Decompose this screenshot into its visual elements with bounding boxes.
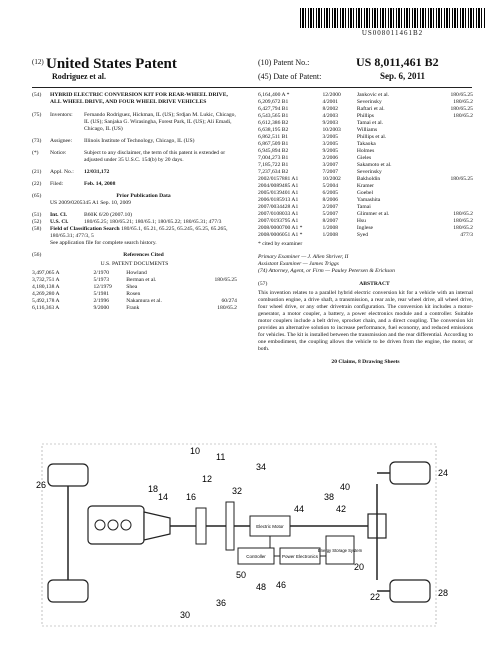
- ref-inventor: Sakamoto et al.: [356, 162, 392, 168]
- class-us-text: 180/65.25; 180/65.21; 180/65.1; 180/65.22; 180/65.31; 477/3: [84, 219, 222, 225]
- ref-number: 6,209,672 B1: [258, 99, 289, 105]
- ref-number: 2004/0089485 A1: [258, 183, 299, 189]
- ref-date: 2/1996: [93, 298, 110, 304]
- ref-class: 477/3: [460, 232, 473, 238]
- reference-row: [258, 134, 473, 141]
- prior-pub-title: Prior Publication Data: [116, 193, 171, 199]
- ref-date: 3/2007: [322, 162, 339, 168]
- reference-row: [258, 155, 473, 162]
- ref-number: 2002/0157881 A1: [258, 176, 299, 182]
- ref-inventor: Glimmer et al.: [356, 211, 390, 217]
- ref-date: 1/2008: [322, 225, 339, 231]
- biblio-left: [32, 92, 237, 312]
- abstract-code: (57): [258, 281, 268, 287]
- reference-row: [258, 169, 473, 176]
- reference-row: [258, 106, 473, 113]
- left-references-list: [32, 270, 237, 312]
- inventors-text: Fernando Rodriguez, Hickman, IL (US); Srdjan M. Lukic, Chicago, IL (US); Sanjaka G. Wirasingha, Forest Park, IL (US); Ali Emadi, Chicago, IL (US): [84, 112, 236, 132]
- transmission: [144, 512, 170, 540]
- ref-date: 10/2002: [322, 176, 341, 182]
- ref-date: 8/2007: [322, 218, 339, 224]
- ref-date: 9/2003: [322, 120, 339, 126]
- biblio-label: Notice:: [50, 150, 67, 156]
- reference-row: [258, 211, 473, 218]
- front-wheel-bottom: [48, 580, 88, 602]
- ref-class: 180/65.25: [450, 106, 473, 112]
- ref-number: 2005/0139401 A1: [258, 190, 299, 196]
- biblio-code: (*): [32, 150, 39, 156]
- ref-class: 180/65.2: [453, 99, 473, 105]
- ref-class: [196, 270, 237, 277]
- ref-class: [430, 148, 473, 155]
- fig-label-22: 22: [370, 592, 381, 602]
- biblio-code: (21): [32, 169, 42, 175]
- rear-wheel-top: [390, 462, 430, 484]
- ref-inventor: Takaoka: [356, 141, 376, 147]
- class-int: [32, 212, 237, 219]
- ref-class: [430, 134, 473, 141]
- ref-inventor: Bakholdin: [356, 176, 381, 182]
- reference-row: [32, 305, 237, 312]
- reference-row: [258, 204, 473, 211]
- ref-inventor: Holmes: [356, 148, 375, 154]
- fig-label-28: 28: [438, 588, 449, 598]
- reference-row: [258, 176, 473, 183]
- ref-inventor: Rosen: [126, 291, 141, 297]
- us-patent-docs-title: U.S. PATENT DOCUMENTS: [100, 261, 169, 267]
- biblio-code: (52): [32, 219, 42, 225]
- ref-number: 4,269,280 A: [32, 291, 60, 297]
- ref-date: 5/2004: [322, 183, 339, 189]
- reference-row: [258, 218, 473, 225]
- abstract-title: ABSTRACT: [359, 281, 390, 287]
- fig-label-14: 14: [158, 492, 169, 502]
- ref-number: 6,116,363 A: [32, 305, 60, 311]
- ref-number: 6,867,509 B1: [258, 141, 289, 147]
- reference-row: [258, 120, 473, 127]
- fig-label-12: 12: [202, 474, 213, 484]
- ref-date: 2/1970: [93, 270, 110, 276]
- ref-number: 2006/0185913 A1: [258, 197, 299, 203]
- prior-pub-text: US 2009/0205345 A1 Sep. 10, 2009: [50, 200, 131, 206]
- ref-inventor: Gieles: [356, 155, 372, 161]
- ref-date: 5/1981: [93, 291, 110, 297]
- barcode-number: US008011461B2: [361, 29, 424, 37]
- ref-inventor: Berman et al.: [126, 277, 157, 283]
- ref-class: [196, 284, 237, 291]
- reference-row: [258, 190, 473, 197]
- ref-class: [430, 169, 473, 176]
- ref-date: 9/2005: [322, 148, 339, 154]
- ref-inventor: Tamai: [356, 204, 371, 210]
- reference-row: [258, 197, 473, 204]
- ref-class: 180/65.25: [450, 176, 473, 182]
- ref-inventor: Nakamura et al.: [126, 298, 162, 304]
- rear-wheel-bottom: [390, 580, 430, 602]
- ref-inventor: Tamai et al.: [356, 120, 384, 126]
- reference-row: [32, 284, 237, 291]
- biblio-notice: [32, 150, 237, 164]
- biblio-title: [32, 92, 237, 106]
- biblio-right: [258, 92, 473, 366]
- barcode: [300, 8, 485, 28]
- ref-date: 12/2000: [322, 92, 341, 98]
- patent-no-label: (10) Patent No.:: [258, 58, 310, 67]
- ref-inventor: Hsu: [356, 218, 366, 224]
- fig-label-24: 24: [438, 468, 449, 478]
- reference-row: [32, 298, 237, 305]
- ref-inventor: Jankovic et al.: [356, 92, 390, 98]
- ref-number: 7,185,722 B1: [258, 162, 289, 168]
- date-label: (45) Date of Patent:: [258, 72, 322, 81]
- ref-number: 6,427,794 B1: [258, 106, 289, 112]
- ref-inventor: Inglese: [356, 225, 374, 231]
- biblio-label: Inventors:: [50, 112, 73, 118]
- ref-number: 2008/0006051 A1 *: [258, 232, 303, 238]
- ref-date: 8/2002: [322, 106, 339, 112]
- abstract-heading: [258, 281, 473, 288]
- ref-date: 10/2003: [322, 127, 341, 133]
- ref-class: [430, 204, 473, 211]
- fig-label-38: 38: [324, 492, 335, 502]
- reference-row: [258, 162, 473, 169]
- header-prefix: (12): [32, 58, 44, 66]
- ref-class: [430, 162, 473, 169]
- ref-date: 7/2007: [322, 169, 339, 175]
- biblio-assignee: [32, 138, 237, 145]
- ref-class: 180/65.2: [453, 113, 473, 119]
- controller-box-label: Controller: [246, 554, 266, 559]
- ref-class: [196, 291, 237, 298]
- ref-class: 180/65.2: [217, 305, 237, 311]
- ref-inventor: Williams: [356, 127, 378, 133]
- biblio-code: (75): [32, 112, 42, 118]
- ref-inventor: Raftari et al.: [356, 106, 385, 112]
- biblio-inventors: [32, 112, 237, 133]
- shaft-coupler: [196, 508, 206, 544]
- ref-class: [430, 155, 473, 162]
- biblio-label: U.S. Cl.: [50, 219, 69, 225]
- ref-number: 2007/0108033 A1: [258, 211, 299, 217]
- ref-inventor: Phillips: [356, 113, 374, 119]
- ref-number: 4,180,138 A: [32, 284, 60, 290]
- ref-class: 180/65.2: [453, 218, 473, 224]
- reference-row: [258, 232, 473, 239]
- fig-label-34: 34: [256, 462, 267, 472]
- fig-label-11: 11: [216, 452, 226, 462]
- ref-class: 180/65.2: [453, 211, 473, 217]
- ref-class: [430, 127, 473, 134]
- reference-row: [32, 277, 237, 284]
- patent-no: US 8,011,461 B2: [356, 55, 439, 69]
- biblio-code: (22): [32, 181, 42, 187]
- power-electronics-label: Power Electronics: [281, 554, 319, 559]
- reference-row: [258, 99, 473, 106]
- reference-row: [258, 113, 473, 120]
- class-us: [32, 219, 237, 226]
- ref-inventor: Syed: [356, 232, 369, 238]
- fig-label-44: 44: [294, 504, 305, 514]
- ref-inventor: Shea: [126, 284, 138, 290]
- assistant-examiner: Assistant Examiner — James Triggs: [258, 261, 339, 267]
- ref-class: 180/65.25: [450, 92, 473, 98]
- ref-class: [430, 190, 473, 197]
- biblio-code: (65): [32, 193, 42, 199]
- ref-date: 2/2007: [322, 204, 339, 210]
- fig-label-16: 16: [186, 492, 197, 502]
- ref-date: 4/2001: [322, 99, 339, 105]
- front-wheel-top: [48, 464, 88, 486]
- search-history-note: See application file for complete search history.: [50, 240, 157, 246]
- ref-date: 9/2000: [93, 305, 110, 311]
- ref-inventor: Howland: [126, 270, 147, 276]
- ref-class: [430, 197, 473, 204]
- ref-number: 6,543,565 B1: [258, 113, 289, 119]
- ref-inventor: Frank: [126, 305, 140, 311]
- claims-line: 20 Claims, 8 Drawing Sheets: [331, 359, 400, 365]
- attorney: (74) Attorney, Agent, or Firm — Pauley Petersen & Erickson: [258, 268, 395, 274]
- biblio-code: (56): [32, 252, 42, 258]
- fig-label-40: 40: [340, 482, 351, 492]
- ref-inventor: Yamashita: [356, 197, 381, 203]
- ref-class: [430, 120, 473, 127]
- biblio-appl: [32, 169, 237, 176]
- ref-number: 7,237,634 B2: [258, 169, 289, 175]
- references-title: References Cited: [123, 252, 164, 258]
- invention-title: HYBRID ELECTRIC CONVERSION KIT FOR REAR-WHEEL DRIVE, ALL WHEEL DRIVE, AND FOUR WHEEL DRIVE VEHICLES: [50, 92, 228, 105]
- reference-row: [258, 183, 473, 190]
- right-references-list: [258, 92, 473, 239]
- biblio-label: Filed:: [50, 181, 64, 187]
- ref-inventor: Kramer: [356, 183, 374, 189]
- ref-date: 8/2006: [322, 197, 339, 203]
- ref-number: 6,945,894 B2: [258, 148, 289, 154]
- ref-number: 3,497,065 A: [32, 270, 60, 276]
- ref-class: [430, 183, 473, 190]
- fig-label-50: 50: [236, 570, 247, 580]
- reference-row: [258, 141, 473, 148]
- motor-sprocket: [226, 502, 234, 550]
- assignee-text: Illinois Institute of Technology, Chicago, IL (US): [84, 138, 195, 144]
- fig-label-32: 32: [232, 486, 243, 496]
- biblio-filed: [32, 181, 237, 188]
- ref-date: 5/2007: [322, 211, 339, 217]
- reference-row: [258, 92, 473, 99]
- cited-by-examiner: * cited by examiner: [258, 241, 303, 247]
- ref-date: 3/2005: [322, 141, 339, 147]
- fig-label-42: 42: [336, 504, 347, 514]
- ref-date: 5/1973: [93, 277, 110, 283]
- fig-label-18: 18: [148, 484, 159, 494]
- reference-row: [258, 127, 473, 134]
- header-rule: [32, 87, 472, 88]
- energy-storage-label: Energy Storage System: [317, 548, 363, 553]
- biblio-code: (54): [32, 92, 42, 98]
- fig-label-30: 30: [180, 610, 191, 620]
- ref-number: 6,164,400 A *: [258, 92, 290, 98]
- fig-label-20: 20: [354, 562, 365, 572]
- patent-date: Sep. 6, 2011: [380, 71, 426, 81]
- ref-class: 60/274: [221, 298, 237, 304]
- engine-block: [88, 506, 144, 544]
- ref-date: 6/2005: [322, 190, 339, 196]
- ref-date: 4/2003: [322, 113, 339, 119]
- filed-date: Feb. 14, 2008: [84, 181, 116, 187]
- notice-text: Subject to any disclaimer, the term of this patent is extended or adjusted under 35 U.S.C. 154(b) by 20 days.: [84, 150, 226, 163]
- fig-label-36: 36: [216, 598, 227, 608]
- country-title: United States Patent: [46, 56, 177, 72]
- abstract-text: This invention relates to a parallel hybrid electric conversion kit for a vehicle with an internal combustion engine, a drive shaft, a transmission, a rear axle, rear wheel drive, all wheel drive, four wheel drive, or any other drivetrain configuration. The conversion kit includes a motor-generator, a motor coupler, a battery, a power electronics module and a controller. Suitable motor couplers include a belt drive, sprocket chain, and a direct coupling. The conversion kit provides an alternative solution to increase performance, fuel economy, and reduced emissions for vehicles. The kit is installed between the transmission and the rear differential. According to one embodiment, the coupling allows the vehicle to be driven from the engine, the motor, or both.: [258, 290, 473, 352]
- biblio-code: (73): [32, 138, 42, 144]
- reference-row: [258, 148, 473, 155]
- reference-row: [32, 291, 237, 298]
- biblio-label: Field of Classification Search: [50, 226, 120, 232]
- ref-inventor: Severinsky: [356, 169, 382, 175]
- ref-number: 6,638,195 B2: [258, 127, 289, 133]
- ref-number: 6,862,511 B1: [258, 134, 289, 140]
- examiners: [258, 254, 473, 275]
- class-field-text: 180/65.1, 65.21, 65.225, 65.245, 65.25, 65.265, 180/65.31; 477/3, 5: [50, 226, 228, 239]
- ref-date: 1/2008: [322, 232, 339, 238]
- biblio-label: Int. Cl.: [50, 212, 67, 218]
- biblio-code: (58): [32, 226, 42, 232]
- ref-number: 2007/0034428 A1: [258, 204, 299, 210]
- reference-row: [32, 270, 237, 277]
- references-heading: [32, 252, 237, 259]
- fig-label-46: 46: [276, 580, 287, 590]
- ref-number: 2008/0000700 A1 *: [258, 225, 303, 231]
- ref-number: 7,004,273 B1: [258, 155, 289, 161]
- biblio-label: Appl. No.:: [50, 169, 74, 175]
- prior-pub-heading: [32, 193, 237, 200]
- ref-number: 6,612,386 B2: [258, 120, 289, 126]
- class-int-text: B60K 6/20 (2007.10): [84, 212, 133, 218]
- biblio-code: (51): [32, 212, 42, 218]
- fig-label-26: 26: [36, 480, 47, 490]
- ref-inventor: Severinsky: [356, 99, 382, 105]
- fig-label-10: 10: [190, 446, 201, 456]
- fig-label-48: 48: [256, 582, 267, 592]
- ref-number: 5,492,178 A: [32, 298, 60, 304]
- ref-date: 2/2006: [322, 155, 339, 161]
- drawing-figure: [36, 440, 480, 640]
- class-field: [32, 226, 237, 240]
- ref-number: 2007/0193795 A1: [258, 218, 299, 224]
- ref-class: 180/65.2: [453, 225, 473, 231]
- ref-number: 3,732,751 A: [32, 277, 60, 283]
- ref-date: 3/2005: [322, 134, 339, 140]
- inventor-short: Rodriguez et al.: [52, 72, 106, 81]
- motor-box-label: Electric Motor: [256, 524, 284, 529]
- primary-examiner: Primary Examiner — J. Allen Shriver, II: [258, 254, 349, 260]
- ref-date: 12/1979: [93, 284, 112, 290]
- ref-inventor: Phillips et al.: [356, 134, 387, 140]
- reference-row: [258, 225, 473, 232]
- ref-class: 180/65.25: [214, 277, 237, 283]
- appl-no: 12/031,172: [84, 169, 110, 175]
- ref-inventor: Goebel: [356, 190, 374, 196]
- biblio-label: Assignee:: [50, 138, 73, 144]
- ref-class: [430, 141, 473, 148]
